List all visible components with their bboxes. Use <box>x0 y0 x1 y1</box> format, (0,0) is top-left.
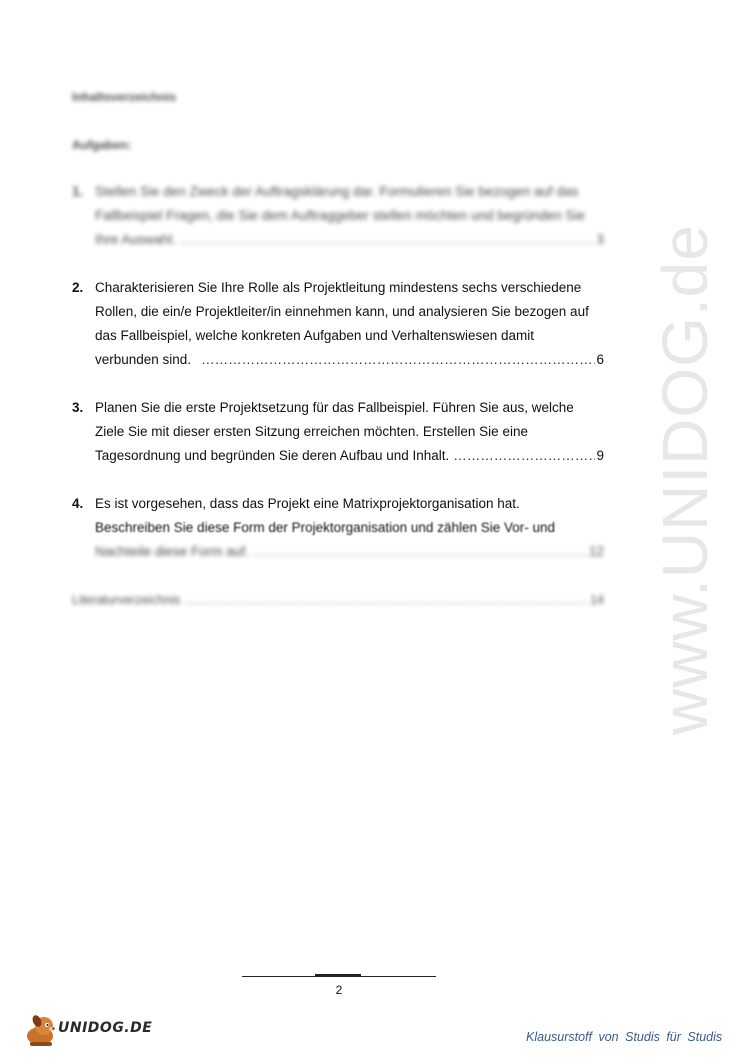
page-ref: 6 <box>596 352 604 367</box>
page-ref: 14 <box>590 593 604 607</box>
logo-text: UNIDOG.DE <box>58 1020 153 1036</box>
toc-bibliography <box>72 588 604 612</box>
leader-dots <box>453 444 595 468</box>
toc-item-2 <box>72 276 604 372</box>
page-ref: 9 <box>596 448 604 463</box>
item-line: Charakterisieren Sie Ihre Rolle als Projektleitung mindestens sechs verschiedene <box>95 280 582 295</box>
item-line: Es ist vorgesehen, dass das Projekt eine Matrixprojektorganisation hat. <box>95 496 520 511</box>
item-line: Beschreiben Sie diese Form der Projektorganisation und zählen Sie Vor- und <box>95 520 556 535</box>
item-line: Fallbeispiel Fragen, die Sie dem Auftraggeber stellen möchten und begründen Sie <box>95 208 586 223</box>
item-number: 1. <box>72 184 84 199</box>
page-ref: 3 <box>596 232 604 247</box>
item-line: das Fallbeispiel, welche konkreten Aufgaben und Verhaltenswiesen damit <box>95 328 535 343</box>
item-line: Rollen, die ein/e Projektleiter/in einnehmen kann, und analysieren Sie bezogen auf <box>95 304 589 319</box>
item-number: 4. <box>72 496 84 511</box>
unidog-logo <box>22 1012 152 1048</box>
item-line: Ziele Sie mit dieser ersten Sitzung erreichen möchten. Erstellen Sie eine <box>95 424 528 439</box>
item-line: Planen Sie die erste Projektsetzung für das Fallbeispiel. Führen Sie aus, welche <box>95 400 574 415</box>
toc-item-3 <box>72 396 604 468</box>
page-ref: 12 <box>588 544 604 559</box>
bibliography-label: Literaturverzeichnis <box>72 593 181 607</box>
toc-item-1 <box>72 180 604 252</box>
leader-dots <box>180 228 595 252</box>
item-line: verbunden sind. <box>95 352 192 367</box>
leader-dots <box>184 588 589 612</box>
item-line: Nachteile diese Form auf. <box>95 544 249 559</box>
footer-tagline: Klausurstoff von Studis für Studis <box>526 1030 723 1044</box>
item-line: Stellen Sie den Zweck der Auftragsklärung dar. Formulieren Sie bezogen auf das <box>95 184 579 199</box>
watermark: www.UNIDOG.de <box>649 224 721 735</box>
item-number: 3. <box>72 400 84 415</box>
item-number: 2. <box>72 280 84 295</box>
page-number: 2 <box>335 983 343 997</box>
dog-mascot-icon <box>22 1012 62 1048</box>
section-label: Aufgaben: <box>72 138 132 152</box>
footer-divider-accent <box>315 974 361 976</box>
leader-dots <box>201 348 595 372</box>
footer-divider <box>242 976 436 977</box>
item-line: Ihre Auswahl. <box>95 232 177 247</box>
toc-title: Inhaltsverzeichnis <box>72 90 177 104</box>
toc-item-4 <box>72 492 604 564</box>
item-line: Tagesordnung und begründen Sie deren Aufbau und Inhalt. <box>95 448 450 463</box>
leader-dots <box>253 540 588 564</box>
